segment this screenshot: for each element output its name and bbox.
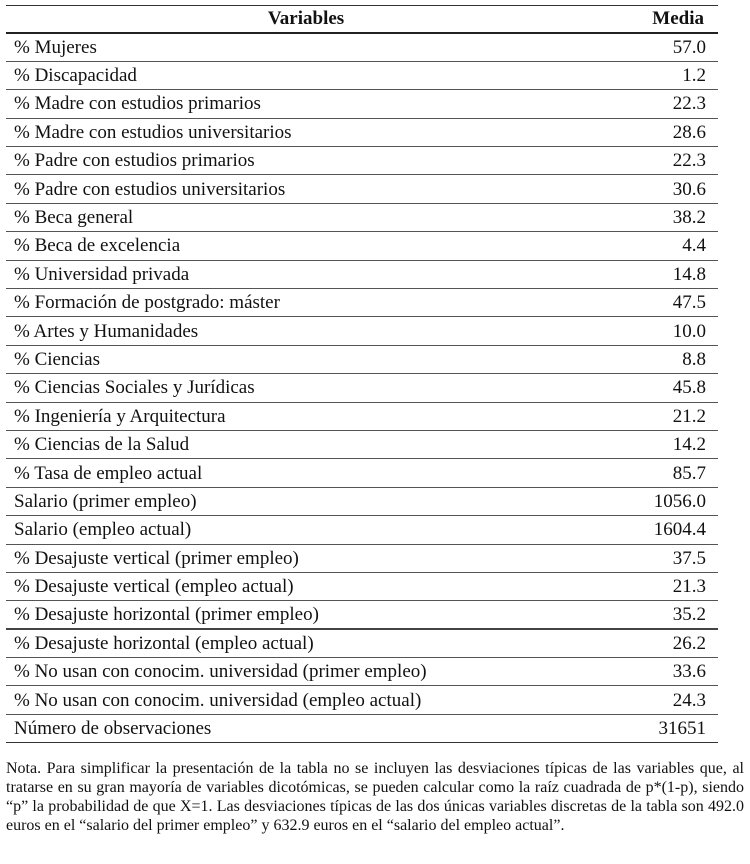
row-label: % No usan con conocim. universidad (empleo actual): [14, 689, 422, 711]
row-value: 1604.4: [653, 519, 706, 541]
descriptive-statistics-table: [6, 5, 718, 743]
row-label: Salario (primer empleo): [14, 490, 197, 512]
row-label: % Tasa de empleo actual: [14, 462, 203, 484]
table-row: [6, 374, 718, 402]
table-row: [6, 629, 718, 657]
row-label: % Mujeres: [14, 36, 97, 58]
row-value: 4.4: [682, 235, 706, 257]
row-label: % Beca de excelencia: [14, 235, 181, 257]
table-row: [6, 317, 718, 345]
row-value: 14.8: [672, 263, 706, 285]
row-value: 57.0: [672, 36, 706, 58]
row-value: 21.3: [672, 576, 706, 598]
row-value: 85.7: [672, 462, 706, 484]
row-label: % Desajuste horizontal (empleo actual): [14, 633, 314, 655]
row-value: 33.6: [672, 661, 706, 683]
row-value: 24.3: [672, 689, 706, 711]
row-label: % Padre con estudios universitarios: [14, 178, 286, 200]
table-row: [6, 572, 718, 600]
row-value: 21.2: [672, 405, 706, 427]
table-row: [6, 203, 718, 231]
row-value: 47.5: [672, 292, 706, 314]
table-row: [6, 402, 718, 430]
table-row: [6, 487, 718, 515]
row-label: % No usan con conocim. universidad (primer empleo): [14, 661, 427, 683]
table-row: [6, 61, 718, 89]
row-value: 37.5: [672, 547, 706, 569]
row-value: 31651: [658, 718, 706, 740]
table-note: Nota. Para simplificar la presentación de la tabla no se incluyen las desviaciones típicas de las variables que, al tratarse en su gran mayoría de variables dicotómicas, se pueden calcular como la raíz cuadrada de p*(1-p), siendo “p” la probabilidad de que X=1. Las desviaciones típicas de las dos únicas variables discretas de la tabla son 492.0 euros en el “salario del primer empleo” y 632.9 euros en el “salario del empleo actual”.: [6, 760, 744, 834]
row-value: 22.3: [672, 150, 706, 172]
table-row: [6, 658, 718, 686]
table-row: [6, 516, 718, 544]
table-row: [6, 118, 718, 146]
row-label: % Desajuste vertical (primer empleo): [14, 547, 299, 569]
row-value: 22.3: [672, 93, 706, 115]
row-label: Número de observaciones: [14, 718, 212, 740]
row-label: % Madre con estudios universitarios: [14, 121, 292, 143]
table-row: [6, 459, 718, 487]
row-value: 1056.0: [653, 490, 706, 512]
table-row: [6, 232, 718, 260]
row-label: % Ingeniería y Arquitectura: [14, 405, 226, 427]
table-row: [6, 601, 718, 629]
row-value: 10.0: [672, 320, 706, 342]
row-label: % Beca general: [14, 207, 134, 229]
table-row: [6, 33, 718, 61]
row-value: 28.6: [672, 121, 706, 143]
row-label: % Artes y Humanidades: [14, 320, 199, 342]
row-label: % Discapacidad: [14, 65, 137, 87]
row-label: % Desajuste horizontal (primer empleo): [14, 604, 319, 626]
row-label: % Formación de postgrado: máster: [14, 292, 280, 314]
row-value: 35.2: [672, 604, 706, 626]
row-label: % Ciencias Sociales y Jurídicas: [14, 377, 255, 399]
table-row: [6, 345, 718, 373]
table-row: [6, 430, 718, 458]
table-row: [6, 175, 718, 203]
table-row: [6, 714, 718, 742]
header-variables: Variables: [267, 8, 345, 29]
row-label: Salario (empleo actual): [14, 519, 192, 541]
row-value: 14.2: [672, 434, 706, 456]
row-value: 30.6: [672, 178, 706, 200]
row-value: 38.2: [672, 207, 706, 229]
table-row: [6, 147, 718, 175]
row-value: 1.2: [682, 65, 706, 87]
table-header-row: [6, 6, 718, 34]
row-label: % Ciencias: [14, 348, 101, 370]
table-row: [6, 544, 718, 572]
row-value: 8.8: [682, 348, 706, 370]
table-row: [6, 686, 718, 714]
table-row: [6, 289, 718, 317]
row-value: 45.8: [672, 377, 706, 399]
table-row: [6, 260, 718, 288]
row-value: 26.2: [672, 633, 706, 655]
table-row: [6, 90, 718, 118]
row-label: % Ciencias de la Salud: [14, 434, 190, 456]
row-label: % Madre con estudios primarios: [14, 93, 261, 115]
header-media: Media: [652, 8, 704, 29]
row-label: % Padre con estudios primarios: [14, 150, 255, 172]
row-label: % Universidad privada: [14, 263, 190, 285]
row-label: % Desajuste vertical (empleo actual): [14, 576, 294, 598]
